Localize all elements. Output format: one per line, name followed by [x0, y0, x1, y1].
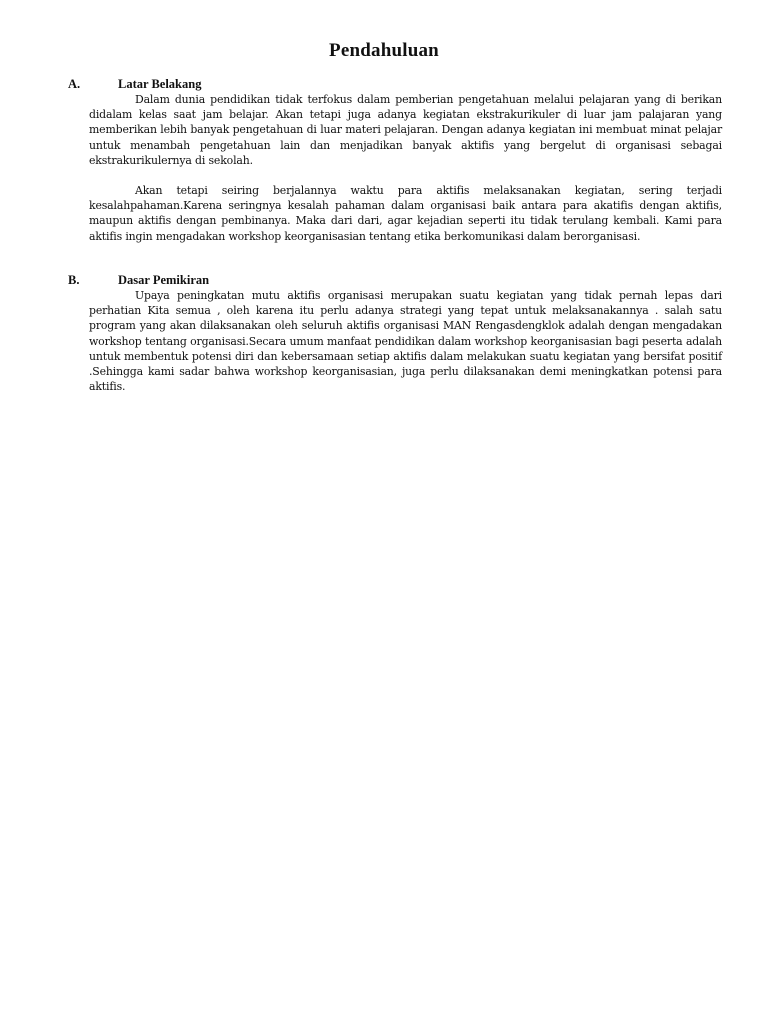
paragraph: Upaya peningkatan mutu aktifis organisasi merupakan suatu kegiatan yang tidak pernah lepas dari perhatian Kita semua , oleh karena itu perlu adanya strategi yang tepat untuk melaksanakannya . salah satu program yang akan dilaksanakan oleh seluruh aktifis organisasi MAN Rengasdengklok adalah dengan mengadakan workshop tentang organisasi.Secara umum manfaat pendidikan dalam workshop keorganisasian bagi peserta adalah untuk membentuk potensi diri dan kebersamaan setiap aktifis dalam melakukan suatu kegiatan yang bersifat positif .Sehingga kami sadar bahwa workshop keorganisasian, juga perlu dilaksanakan demi meningkatkan potensi para aktifis. [89, 289, 722, 394]
section-title: Dasar Pemikiran [118, 273, 210, 287]
paragraph: Akan tetapi seiring berjalannya waktu para aktifis melaksanakan kegiatan, sering terjadi kesalahpahaman.Karena seringnya kesalah pahaman dalam organisasi baik antara para akatifis dengan aktifis, maupun aktifis dengan pembinanya. Maka dari dari, agar kejadian seperti itu tidak terulang kembali. Kami para aktifis ingin mengadakan workshop keorganisasian tentang etika berkomunikasi dalam berorganisasi. [89, 184, 722, 243]
paragraph: Dalam dunia pendidikan tidak terfokus dalam pemberian pengetahuan melalui pelajaran yang di berikan didalam kelas saat jam belajar. Akan tetapi juga adanya kegiatan ekstrakurikuler di luar jam palajaran yang memberikan lebih banyak pengetahuan di luar materi pelajaran. Dengan adanya kegiatan ini membuat minat pelajar untuk menambah pengetahuan lain dan menjadikan banyak aktifis yang bergelut di organisasi sebagai ekstrakurikulernya di sekolah. [89, 93, 722, 167]
section-dasar-pemikiran [68, 273, 722, 394]
section-heading [68, 273, 722, 288]
section-title: Latar Belakang [118, 77, 202, 91]
section-letter: A. [68, 77, 81, 91]
section-letter: B. [68, 273, 80, 287]
section-heading [68, 77, 722, 92]
document-title: Pendahuluan [329, 40, 439, 61]
section-latar-belakang [68, 77, 722, 244]
